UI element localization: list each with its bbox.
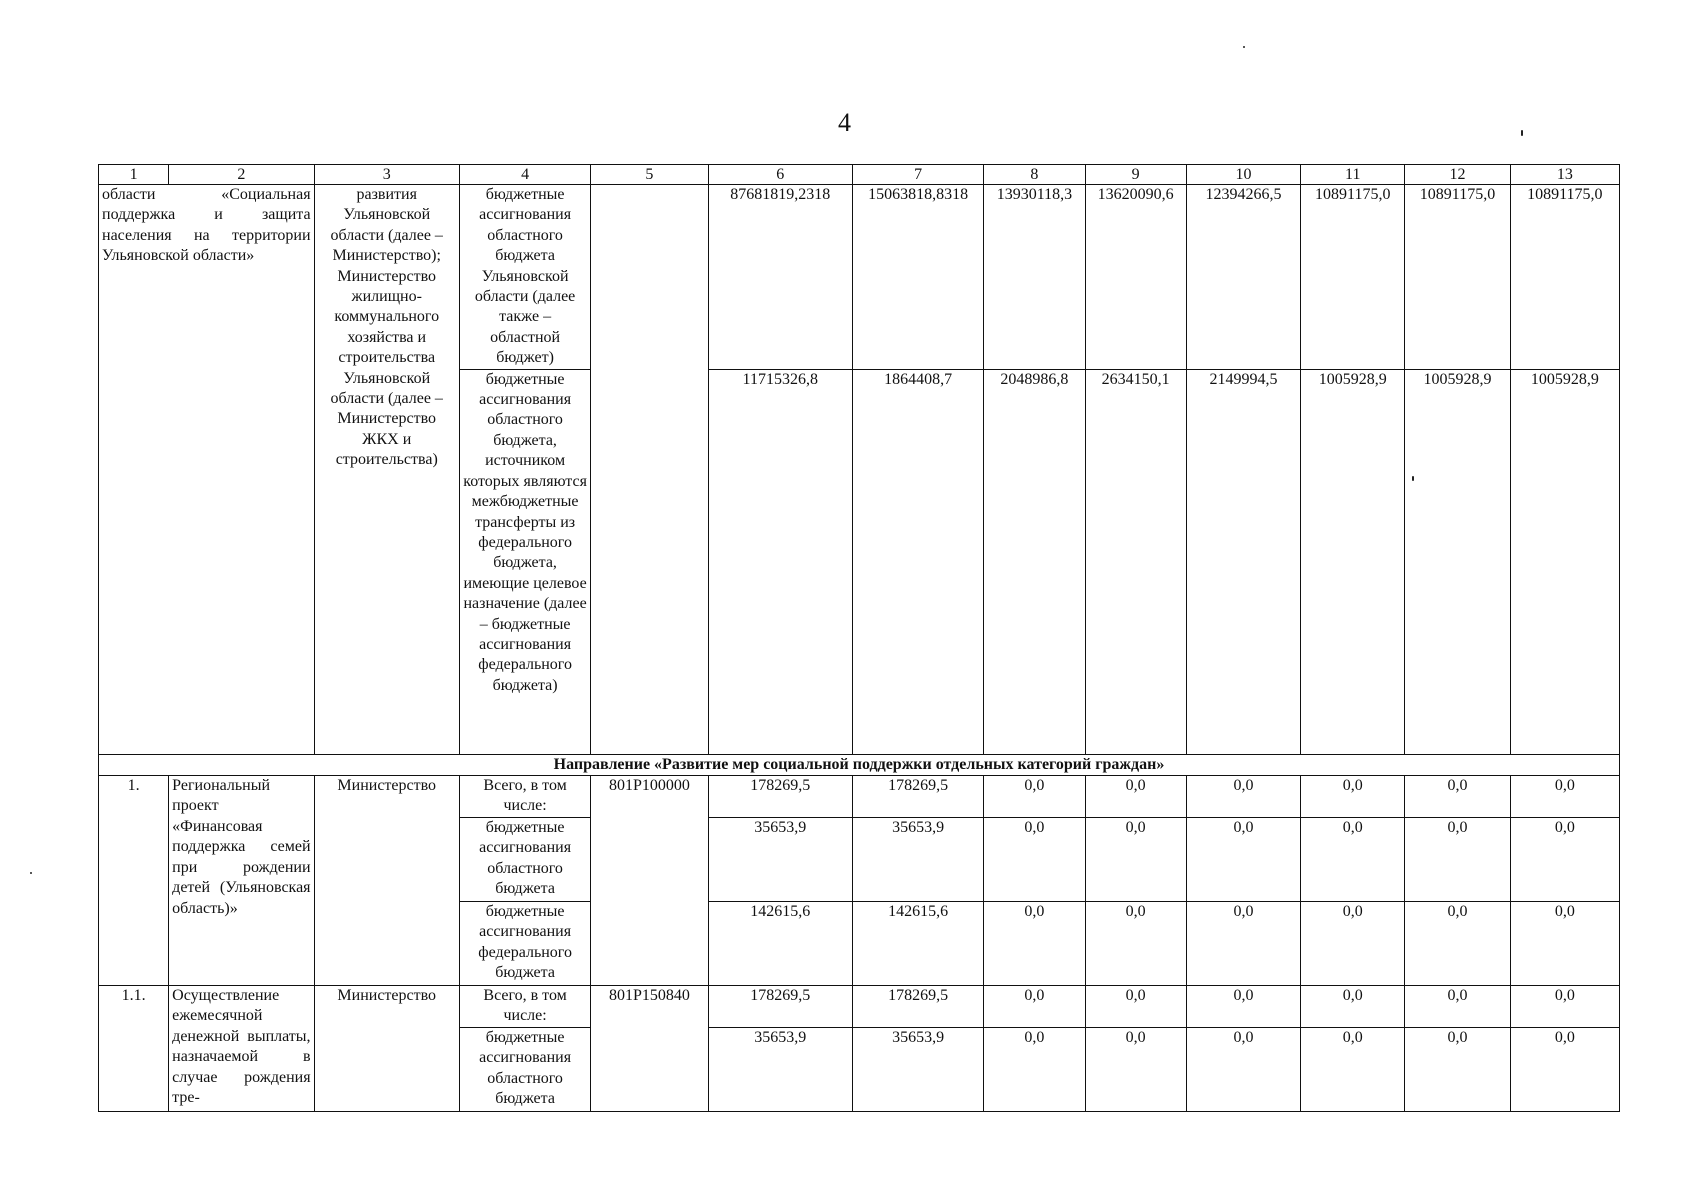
value-cell: 0,0 [1301,986,1405,1028]
value-cell: 0,0 [1085,776,1186,818]
value-cell: 0,0 [984,902,1085,986]
value-cell: 0,0 [1510,902,1619,986]
value-cell: 13930118,3 [984,185,1085,370]
value-cell: 15063818,8318 [852,185,983,370]
value-cell: 2634150,1 [1085,369,1186,754]
funding-source-cell: бюджетные ассигнования областного бюджета [459,1028,590,1112]
value-cell: 142615,6 [708,902,852,986]
table-row [99,776,1620,818]
executor-cell: развития Ульяновской области (далее – Министерство); Министерство жилищно-коммунального хозяйства и строительства Ульяновской области (далее – Министерство ЖКХ и строительства) [314,185,459,755]
value-cell: 10891175,0 [1405,185,1510,370]
value-cell: 0,0 [1085,902,1186,986]
value-cell: 1005928,9 [1510,369,1619,754]
value-cell: 0,0 [1186,986,1300,1028]
value-cell: 2048986,8 [984,369,1085,754]
value-cell: 0,0 [1405,986,1510,1028]
value-cell: 178269,5 [852,776,983,818]
value-cell: 0,0 [1186,776,1300,818]
funding-source-cell: бюджетные ассигнования федерального бюджета [459,902,590,986]
value-cell: 0,0 [1510,1028,1619,1112]
value-cell: 1005928,9 [1405,369,1510,754]
value-cell: 178269,5 [852,986,983,1028]
value-cell: 0,0 [1085,986,1186,1028]
value-cell: 0,0 [1510,986,1619,1028]
value-cell: 0,0 [1085,1028,1186,1112]
value-cell: 0,0 [1186,1028,1300,1112]
item-name-cell: Региональный проект «Финансовая поддержка семей при рождении детей (Ульяновская область)» [169,776,314,986]
value-cell: 1864408,7 [852,369,983,754]
value-cell: 0,0 [1510,776,1619,818]
header-cell: 10 [1186,165,1300,185]
funding-source-cell: бюджетные ассигнования областного бюджета [459,818,590,902]
header-cell: 8 [984,165,1085,185]
value-cell: 0,0 [1301,776,1405,818]
header-cell: 1 [99,165,169,185]
item-number-cell: 1. [99,776,169,986]
funding-source-cell: Всего, в том числе: [459,776,590,818]
value-cell: 11715326,8 [708,369,852,754]
value-cell: 12394266,5 [1186,185,1300,370]
value-cell: 0,0 [1405,818,1510,902]
value-cell: 87681819,2318 [708,185,852,370]
value-cell: 0,0 [1301,1028,1405,1112]
value-cell: 35653,9 [852,1028,983,1112]
value-cell: 10891175,0 [1301,185,1405,370]
scan-speck [30,872,32,874]
code-cell: 801P100000 [591,776,708,986]
section-title: Направление «Развитие мер социальной поддержки отдельных категорий граждан» [99,754,1620,775]
table-row [99,185,1620,370]
budget-table [98,164,1620,1112]
scan-speck [1521,130,1523,136]
funding-source-cell: бюджетные ассигнования областного бюджета, источником которых являются межбюджетные трансферты из федерального бюджета, имеющие целевое назначение (далее – бюджетные ассигнования федерального бюджета) [459,369,590,754]
code-cell [591,185,708,755]
section-row [99,754,1620,775]
value-cell: 178269,5 [708,776,852,818]
table-row [99,986,1620,1028]
header-cell: 13 [1510,165,1619,185]
value-cell: 13620090,6 [1085,185,1186,370]
value-cell: 0,0 [984,986,1085,1028]
header-cell: 4 [459,165,590,185]
value-cell: 0,0 [1186,902,1300,986]
header-cell: 9 [1085,165,1186,185]
header-cell: 2 [169,165,314,185]
value-cell: 0,0 [1085,818,1186,902]
value-cell: 0,0 [984,818,1085,902]
value-cell: 35653,9 [708,1028,852,1112]
value-cell: 1005928,9 [1301,369,1405,754]
value-cell: 0,0 [984,1028,1085,1112]
code-cell: 801P150840 [591,986,708,1112]
value-cell: 10891175,0 [1510,185,1619,370]
program-name-cell: области «Социальная поддержка и защита населения на территории Ульяновской области» [99,185,315,755]
header-cell: 6 [708,165,852,185]
value-cell: 0,0 [1405,1028,1510,1112]
header-cell: 7 [852,165,983,185]
page-number: 4 [838,108,851,137]
value-cell: 0,0 [984,776,1085,818]
value-cell: 178269,5 [708,986,852,1028]
value-cell: 35653,9 [852,818,983,902]
funding-source-cell: Всего, в том числе: [459,986,590,1028]
value-cell: 0,0 [1301,902,1405,986]
item-number-cell: 1.1. [99,986,169,1112]
value-cell: 0,0 [1405,902,1510,986]
header-cell: 11 [1301,165,1405,185]
header-cell: 3 [314,165,459,185]
value-cell: 0,0 [1510,818,1619,902]
executor-cell: Министерство [314,986,459,1112]
header-row [99,165,1620,185]
funding-source-cell: бюджетные ассигнования областного бюджета Ульяновской области (далее также – областной бюджет) [459,185,590,370]
header-cell: 12 [1405,165,1510,185]
scan-speck [1243,46,1245,48]
value-cell: 0,0 [1301,818,1405,902]
header-cell: 5 [591,165,708,185]
executor-cell: Министерство [314,776,459,986]
value-cell: 0,0 [1405,776,1510,818]
item-name-cell: Осуществление ежемесячной денежной выплаты, назначаемой в случае рождения тре- [169,986,314,1112]
value-cell: 2149994,5 [1186,369,1300,754]
value-cell: 142615,6 [852,902,983,986]
value-cell: 35653,9 [708,818,852,902]
value-cell: 0,0 [1186,818,1300,902]
